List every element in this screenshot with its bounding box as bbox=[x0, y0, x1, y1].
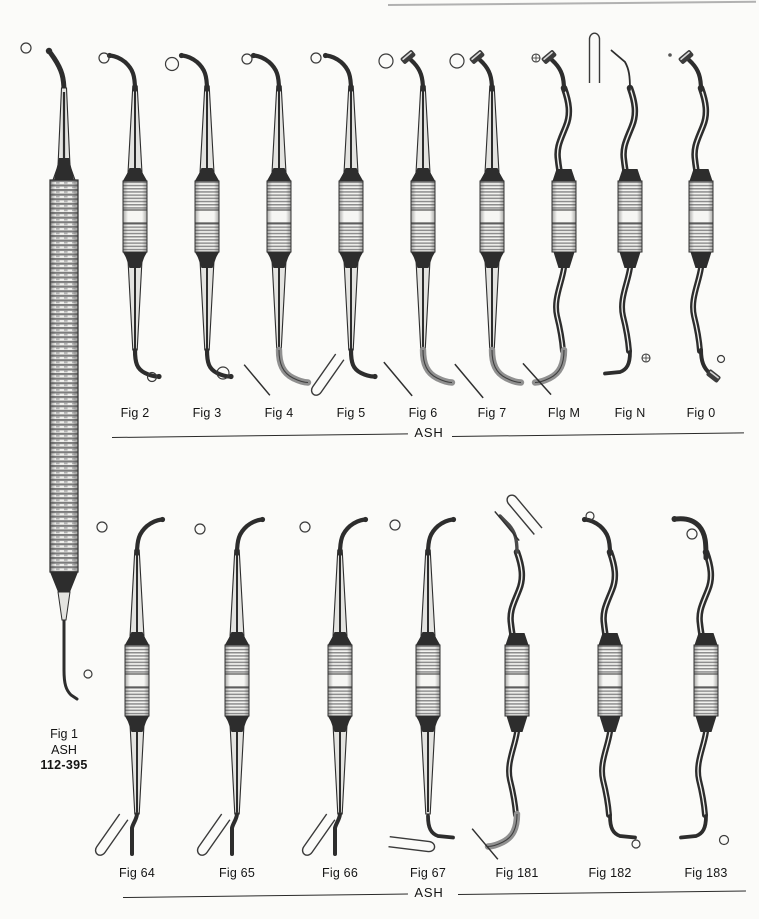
figure-label-fig-5: Fig 5 bbox=[336, 406, 366, 420]
instrument-figure-fig-181 bbox=[467, 492, 567, 864]
instrument-art-fig-181 bbox=[467, 492, 567, 864]
top-divider-right bbox=[452, 432, 744, 437]
ash-brand-label-top: ASH bbox=[414, 425, 444, 440]
figure-label-fig-4: Fig 4 bbox=[264, 406, 294, 420]
figure-label-fig-65: Fig 65 bbox=[219, 866, 255, 880]
bottom-divider-right bbox=[458, 890, 746, 895]
figure-label-fig-182: Fig 182 bbox=[588, 866, 632, 880]
instrument-figure-fig-182 bbox=[560, 492, 660, 864]
bottom-divider-left bbox=[123, 894, 408, 898]
instrument-art-fig-65 bbox=[187, 492, 287, 864]
instrument-figure-fig-65 bbox=[187, 492, 287, 864]
instrument-figure-fig-64 bbox=[87, 492, 187, 864]
top-divider-left bbox=[112, 433, 408, 438]
figure-label-fig-7: Fig 7 bbox=[477, 406, 507, 420]
figure-label-fig-64: Fig 64 bbox=[119, 866, 155, 880]
instrument-art-fig-182 bbox=[560, 492, 660, 864]
instrument-figure-fig-67 bbox=[378, 492, 478, 864]
instrument-figure-fig-66 bbox=[290, 492, 390, 864]
figure-label-fig-n: Fig N bbox=[614, 406, 646, 420]
figure-label-fig-6: Fig 6 bbox=[408, 406, 438, 420]
figure-label-fig-0: Fig 0 bbox=[686, 406, 716, 420]
figure-label-fig-3: Fig 3 bbox=[192, 406, 222, 420]
page-top-rule bbox=[388, 1, 756, 6]
figure-label-fig-183: Fig 183 bbox=[684, 866, 728, 880]
instrument-art-fig-183 bbox=[656, 492, 756, 864]
instrument-art-fig-66 bbox=[290, 492, 390, 864]
figure-label-flg-m: Flg M bbox=[547, 406, 581, 420]
figure-label-fig-66: Fig 66 bbox=[322, 866, 358, 880]
figure-1-brand: ASH bbox=[51, 743, 77, 757]
figure-1-code: 112-395 bbox=[40, 758, 88, 772]
ash-brand-label-bottom: ASH bbox=[414, 885, 444, 900]
instrument-art-fig-67 bbox=[378, 492, 478, 864]
figure-label-fig-2: Fig 2 bbox=[120, 406, 150, 420]
instrument-figure-fig-0 bbox=[651, 28, 751, 400]
figure-label-fig-181: Fig 181 bbox=[495, 866, 539, 880]
instrument-figure-fig-183 bbox=[656, 492, 756, 864]
figure-label-fig-67: Fig 67 bbox=[410, 866, 446, 880]
instrument-art-fig-64 bbox=[87, 492, 187, 864]
instrument-art-fig-0 bbox=[651, 28, 751, 400]
figure-1-label: Fig 1 bbox=[50, 727, 78, 741]
